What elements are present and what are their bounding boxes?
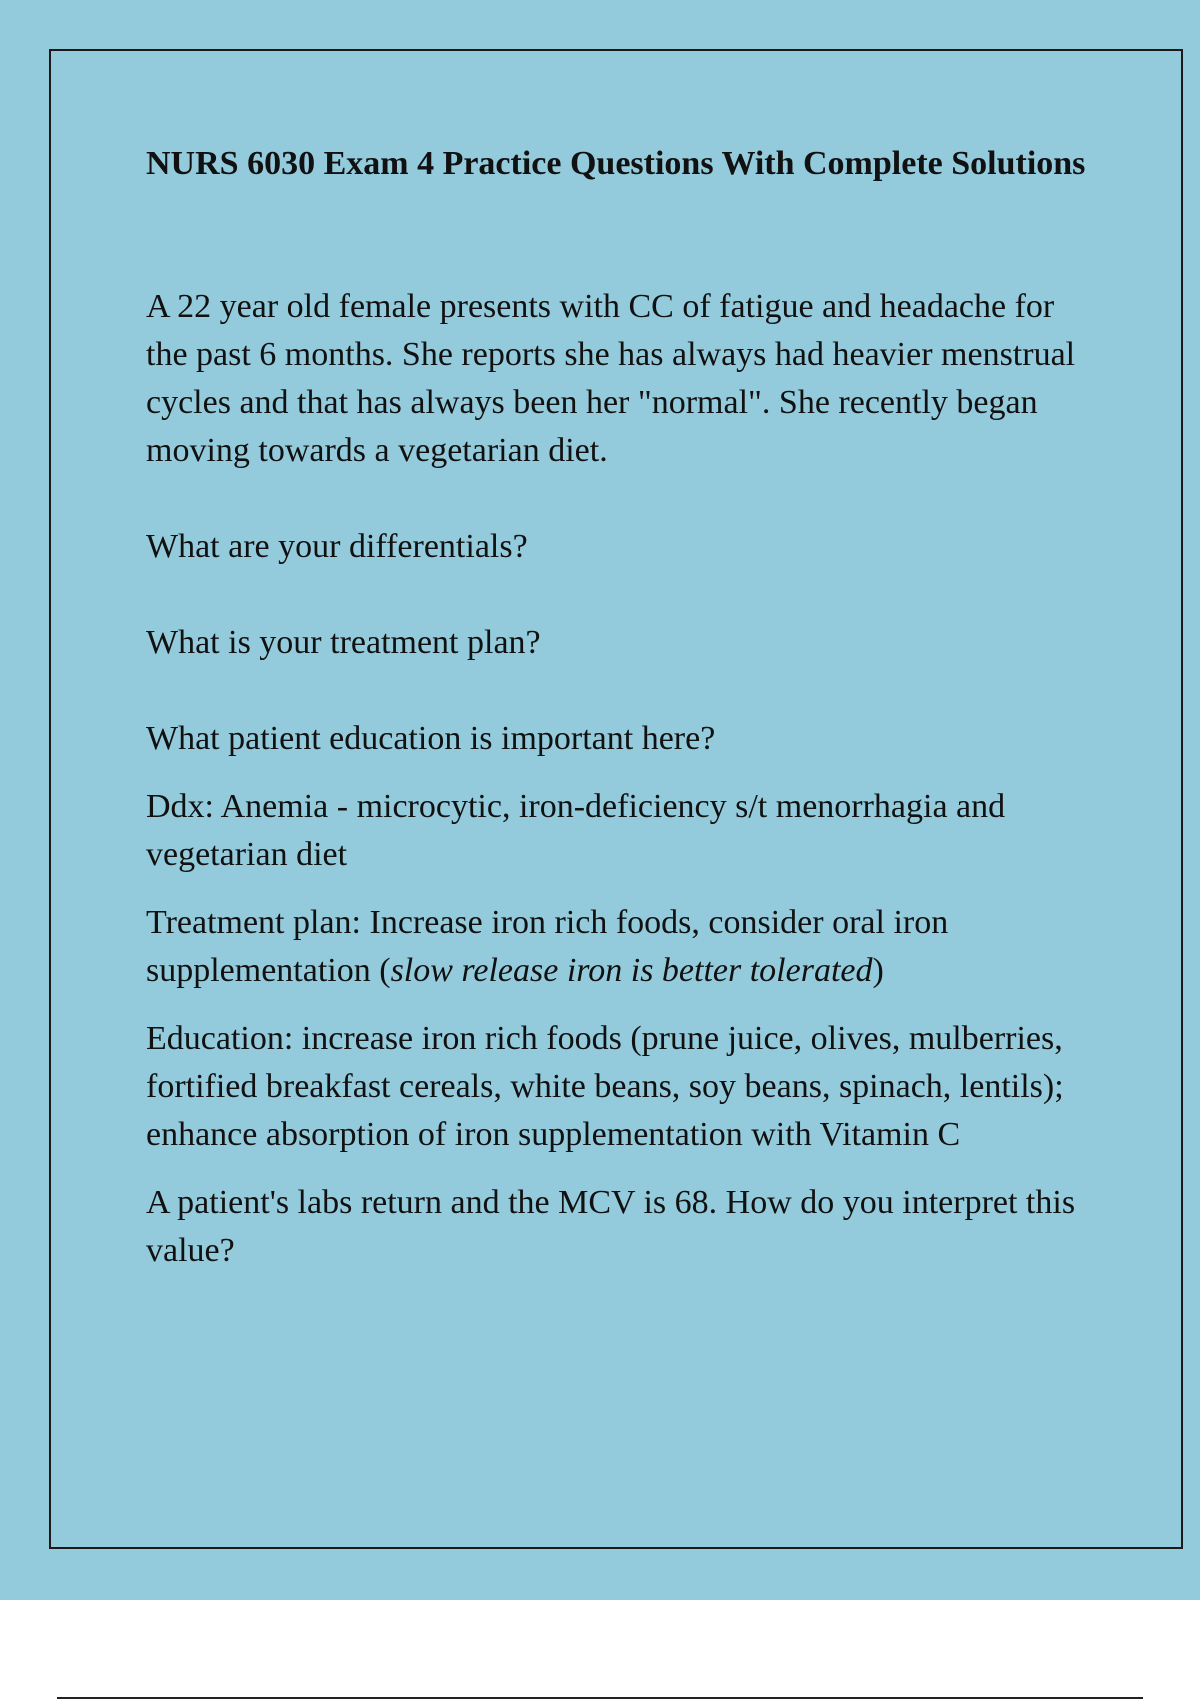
treatment-answer-italic: slow release iron is better tolerated: [390, 952, 873, 989]
case-paragraph: A 22 year old female presents with CC of fatigue and headache for the past 6 months. She reports she has always had heavier menstrual cycles and that has always been her "normal". She recently began moving towards a vegetarian diet.: [146, 288, 1076, 469]
ddx-answer: Ddx: Anemia - microcytic, iron-deficiency s/t menorrhagia and vegetarian diet: [146, 788, 1006, 873]
footer-divider: [57, 1697, 1143, 1699]
question-treatment: What is your treatment plan?: [146, 624, 541, 661]
question-education: What patient education is important here?: [146, 720, 716, 757]
question-differentials: What are your differentials?: [146, 528, 528, 565]
document-title: NURS 6030 Exam 4 Practice Questions With Complete Solutions: [146, 145, 1086, 182]
mcv-question: A patient's labs return and the MCV is 68. How do you interpret this value?: [146, 1184, 1076, 1269]
treatment-answer: [146, 899, 1096, 995]
treatment-answer-prefix: Treatment plan: Increase iron rich foods, consider oral iron supplementation (: [146, 904, 949, 989]
education-answer: Education: increase iron rich foods (prune juice, olives, mulberries, fortified breakfast cereals, white beans, soy beans, spinach, lentils); enhance absorption of iron supplementation with Vitamin C: [146, 1020, 1064, 1153]
content-body: [146, 140, 1096, 1275]
treatment-answer-suffix: ): [872, 952, 884, 989]
